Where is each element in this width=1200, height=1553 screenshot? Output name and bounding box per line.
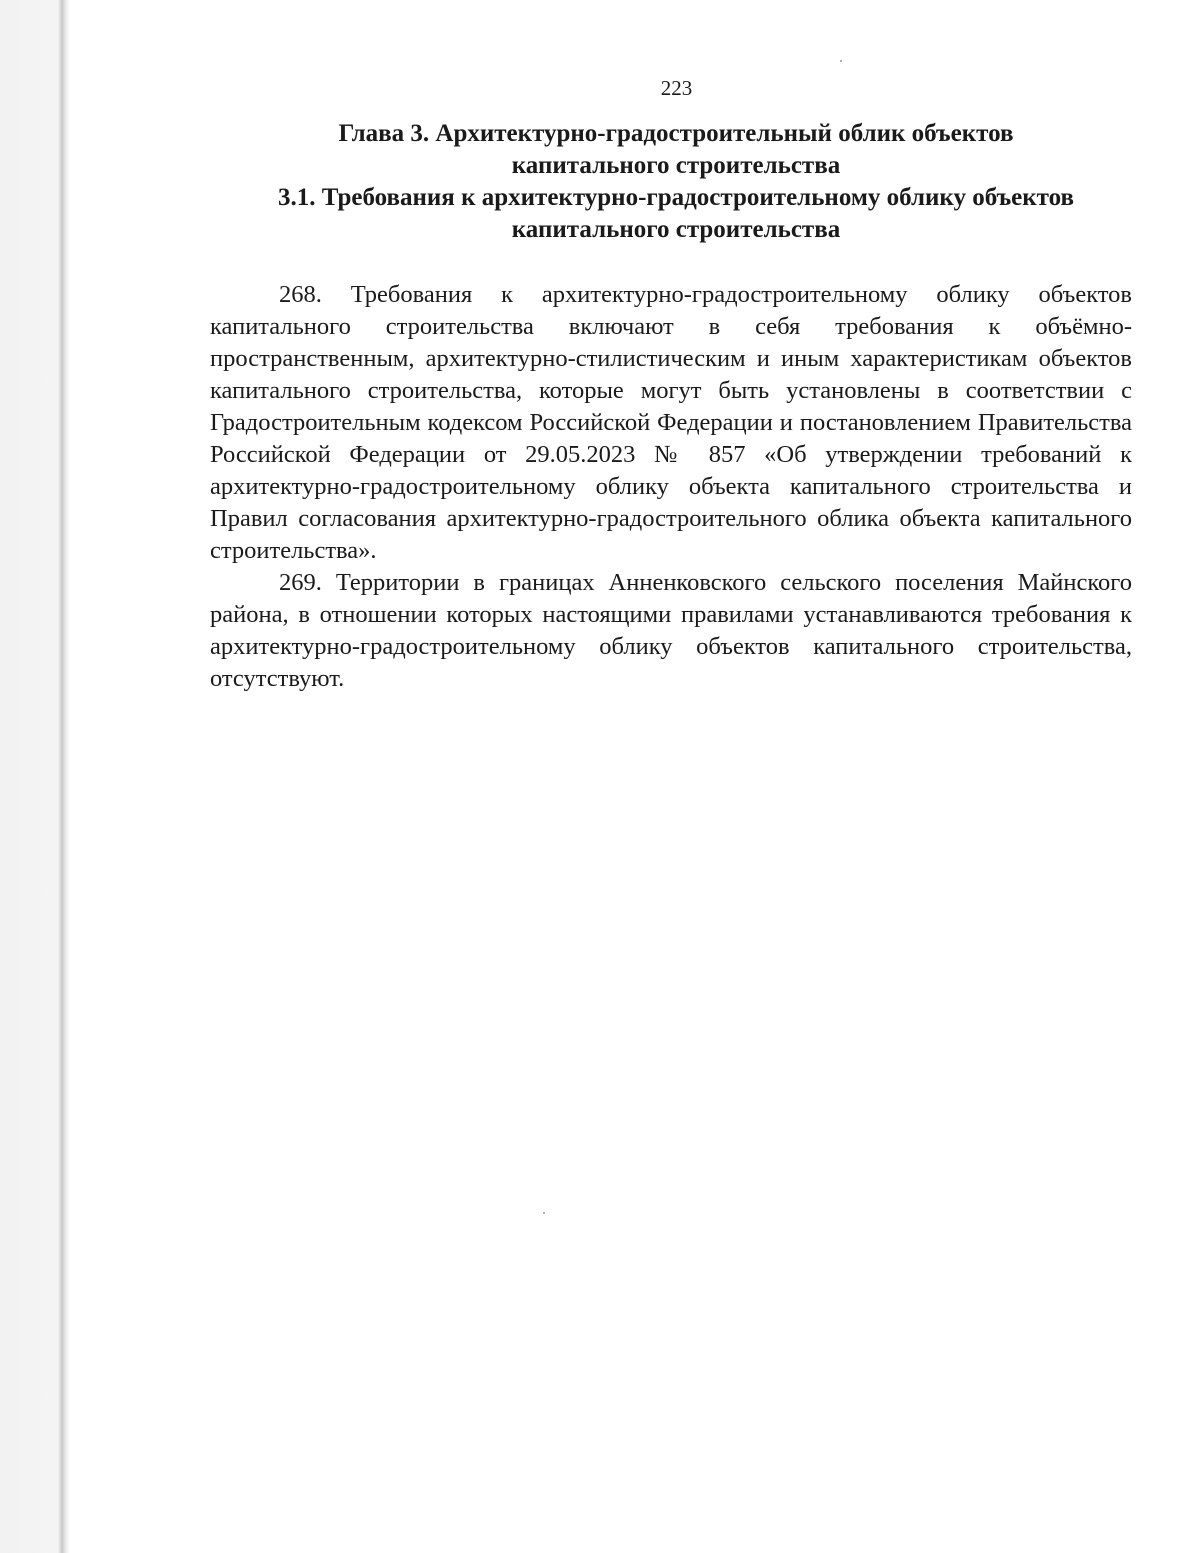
page-number: 223 <box>660 76 693 100</box>
heading-block <box>210 118 1142 246</box>
scan-speck <box>543 1212 545 1214</box>
section-title-line-1: 3.1. Требования к архитектурно-градостроительному облику объектов <box>277 184 1075 211</box>
scan-edge-shadow <box>0 0 70 1553</box>
chapter-title-line-2: капитального строительства <box>511 152 841 179</box>
chapter-title-line-1: Глава 3. Архитектурно-градостроительный облик объектов <box>338 120 1014 147</box>
paragraph-268: 268. Требования к архитектурно-градостроительному облику объектов капитального строительства включают в себя требования к объёмно-пространственным, архитектурно-стилистическим и иным характеристикам объектов капитального строительства, которые могут быть установлены в соответствии с Градостроительным кодексом Российской Федерации и постановлением Правительства Российской Федерации от 29.05.2023 № 857 «Об утверждении требований к архитектурно-градостроительному облику объекта капитального строительства и Правил согласования архитектурно-градостроительного облика объекта капитального строительства». <box>210 281 1132 564</box>
scan-speck <box>840 60 842 62</box>
section-title-line-2: капитального строительства <box>511 216 841 243</box>
paragraph-269: 269. Территории в границах Анненковского сельского поселения Майнского района, в отношении которых настоящими правилами устанавливаются требования к архитектурно-градостроительному облику объектов капитального строительства, отсутствуют. <box>210 569 1132 692</box>
body-text <box>210 279 1132 695</box>
